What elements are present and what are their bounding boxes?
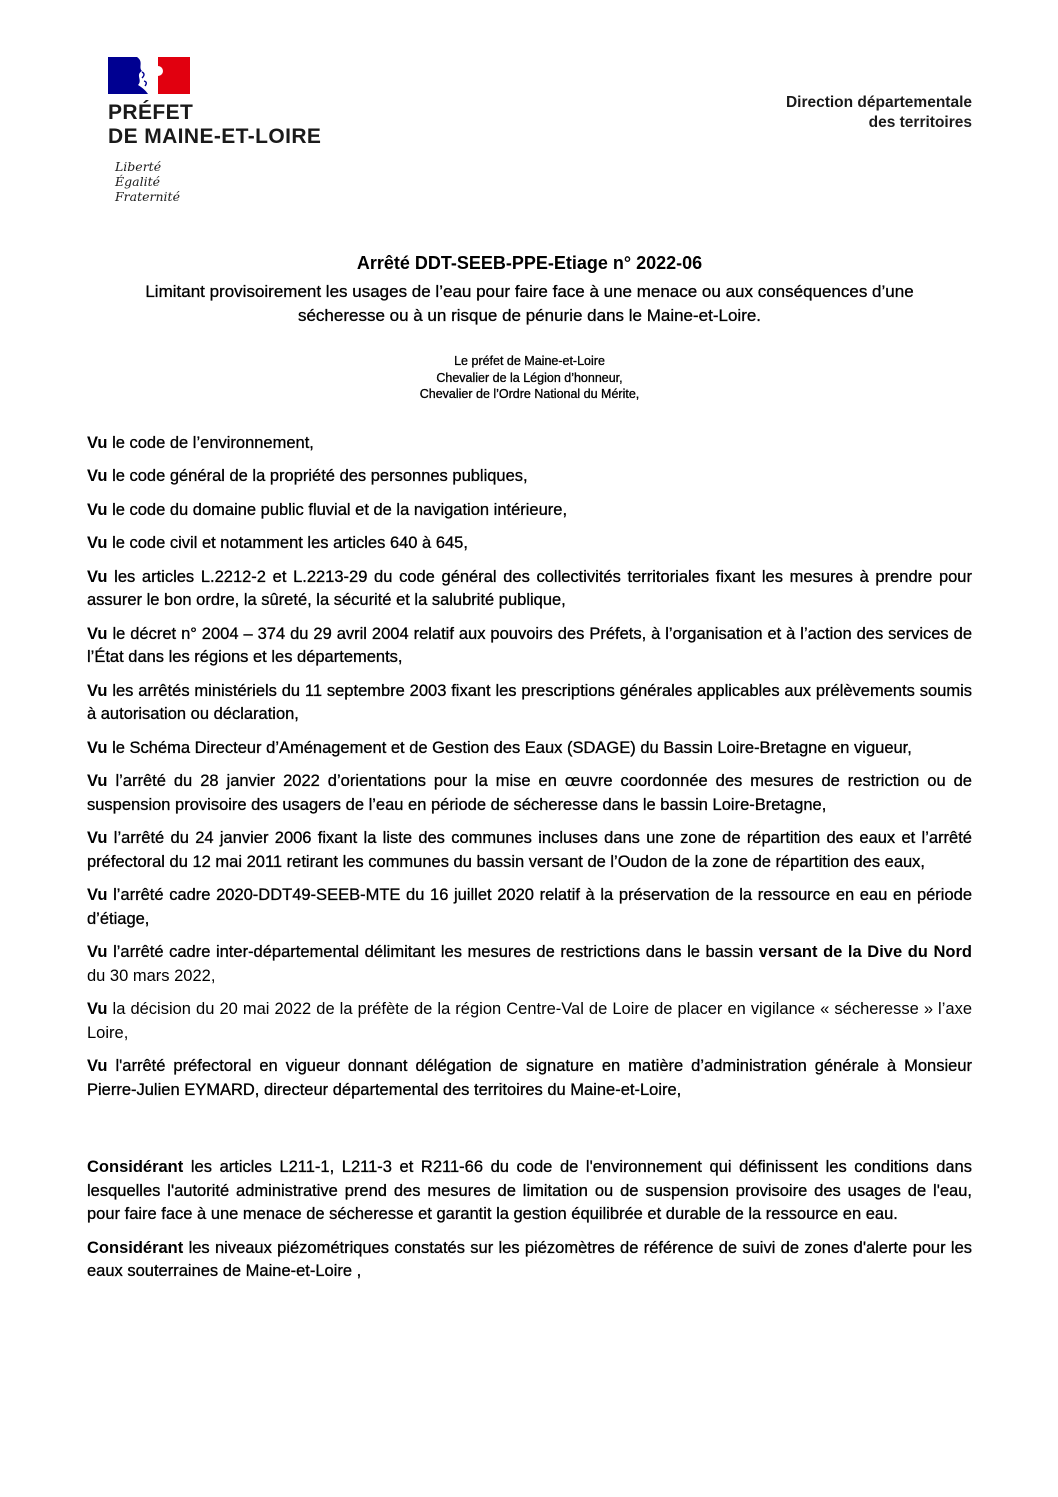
paragraph <box>87 770 972 817</box>
motto-liberte: Liberté <box>115 159 162 174</box>
title-block <box>87 252 972 403</box>
considerant-paragraphs <box>87 1156 972 1284</box>
directorate-line1: Direction départementale <box>785 94 972 111</box>
paragraph-text: la décision du 20 mai 2022 de la préfète de la région Centre-Val de Loire de placer en vigilance « sécheresse » l’axe Loire, <box>87 1000 972 1042</box>
paragraph-text: l'arrêté préfectoral en vigueur donnant délégation de signature en matière d’administration générale à Monsieur Pierre-Julien EYMARD, directeur départemental des territoires du Maine-et-Loire, <box>87 1057 972 1099</box>
paragraph <box>87 499 972 523</box>
document-body <box>87 432 972 1284</box>
paragraph <box>87 884 972 931</box>
document-header <box>87 57 972 204</box>
paragraph-lead: Vu <box>87 886 108 904</box>
paragraph <box>87 998 972 1045</box>
paragraph-lead: Considérant <box>87 1158 184 1176</box>
paragraph-text: l’arrêté du 28 janvier 2022 d’orientations pour la mise en œuvre coordonnée des mesures de restriction ou de suspension provisoire des usagers de l’eau en période de sécheresse dans le bassin Loire-Bretagne, <box>87 772 972 814</box>
paragraph <box>87 623 972 670</box>
paragraph <box>87 432 972 456</box>
paragraph-text: le code général de la propriété des personnes publiques, <box>112 467 528 485</box>
paragraph-lead: Vu <box>87 738 108 757</box>
paragraph <box>87 465 972 489</box>
salutation-block <box>87 353 972 403</box>
salutation-line1: Le préfet de Maine-et-Loire <box>454 354 605 368</box>
document-subtitle: Limitant provisoirement les usages de l’eau pour faire face à une menace ou aux conséquences d’une sécheresse ou à un risque de pénurie dans le Maine-et-Loire. <box>145 282 914 325</box>
salutation-line3: Chevalier de l’Ordre National du Mérite, <box>419 387 640 401</box>
salutation-line2: Chevalier de la Légion d’honneur, <box>436 370 623 385</box>
paragraph-lead: Vu <box>87 943 108 961</box>
document-title: Arrêté DDT-SEEB-PPE-Etiage n° 2022-06 <box>356 253 703 273</box>
section-gap <box>87 1112 972 1156</box>
paragraph-lead: Vu <box>87 1000 108 1018</box>
paragraph-lead: Vu <box>87 772 108 790</box>
motto-fraternite: Fraternité <box>115 189 180 204</box>
paragraph-text: les articles L211-1, L211-3 et R211-66 du code de l'environnement qui définissent les conditions dans lesquelles l'autorité administrative prend des mesures de limitation ou de suspension provisoire des usages de l'eau, pour faire face à une menace de sécheresse et garantit la gestion équilibrée et durable de la ressource en eau. <box>87 1158 972 1223</box>
paragraph <box>87 941 972 988</box>
paragraph-text: le décret n° 2004 – 374 du 29 avril 2004 relatif aux pouvoirs des Préfets, à l’organisation et à l’action des services de l’État dans les régions et les départements, <box>87 624 972 666</box>
paragraph-lead: Vu <box>87 433 108 452</box>
paragraph <box>87 1055 972 1102</box>
paragraph-lead: Considérant <box>87 1238 184 1257</box>
vu-paragraphs <box>87 432 972 1103</box>
paragraph-text: du 30 mars 2022, <box>87 966 216 985</box>
paragraph <box>87 532 972 556</box>
paragraph-text: l’arrêté cadre 2020-DDT49-SEEB-MTE du 16 juillet 2020 relatif à la préservation de la ressource en eau en période d’étiage, <box>87 886 972 928</box>
paragraph-text: l’arrêté du 24 janvier 2006 fixant la liste des communes incluses dans une zone de répartition des eaux et l’arrêté préfectoral du 12 mai 2011 retirant les communes du bassin versant de l’Oudon de la zone de répartition des eaux, <box>87 829 972 871</box>
prefecture-name-line2: DE MAINE-ET-LOIRE <box>108 125 322 148</box>
prefecture-logo <box>87 57 321 204</box>
french-flag-marianne-icon <box>108 57 190 94</box>
paragraph-lead: Vu <box>87 467 108 485</box>
paragraph-text: les arrêtés ministériels du 11 septembre 2003 fixant les prescriptions générales applicables aux prélèvements soumis à autorisation ou déclaration, <box>87 681 972 723</box>
paragraph-lead: Vu <box>87 567 108 586</box>
paragraph-lead: Vu <box>87 1057 108 1075</box>
paragraph <box>87 827 972 874</box>
prefecture-name <box>108 101 321 149</box>
directorate-line2: des territoires <box>868 114 972 131</box>
paragraph-text: les niveaux piézométriques constatés sur les piézomètres de référence de suivi de zones d'alerte pour les eaux souterraines de Maine-et-Loire , <box>87 1238 972 1280</box>
paragraph-text: l’arrêté cadre inter-départemental délimitant les mesures de restrictions dans le bassin <box>113 943 759 961</box>
prefecture-name-line1: PRÉFET <box>108 101 194 124</box>
paragraph-text: les articles L.2212-2 et L.2213-29 du code général des collectivités territoriales fixant les mesures à prendre pour assurer le bon ordre, la sûreté, la sécurité et la salubrité publique, <box>87 567 972 609</box>
paragraph <box>87 1156 972 1227</box>
issuing-directorate <box>786 57 972 133</box>
paragraph-text: le code du domaine public fluvial et de la navigation intérieure, <box>112 500 568 519</box>
paragraph-lead: Vu <box>87 624 108 643</box>
paragraph-text: versant de la Dive du Nord <box>758 943 972 961</box>
paragraph-lead: Vu <box>87 829 108 847</box>
paragraph <box>87 1237 972 1284</box>
paragraph-lead: Vu <box>87 681 108 700</box>
paragraph-lead: Vu <box>87 500 108 519</box>
paragraph-text: le code civil et notamment les articles 640 à 645, <box>112 534 468 552</box>
paragraph-lead: Vu <box>87 534 108 552</box>
paragraph <box>87 737 972 761</box>
paragraph-text: le code de l’environnement, <box>112 433 314 452</box>
paragraph-text: le Schéma Directeur d’Aménagement et de Gestion des Eaux (SDAGE) du Bassin Loire-Bretagne en vigueur, <box>112 738 912 757</box>
motto-egalite: Égalité <box>115 174 160 189</box>
paragraph <box>87 566 972 613</box>
paragraph <box>87 680 972 727</box>
republic-motto <box>108 159 321 204</box>
